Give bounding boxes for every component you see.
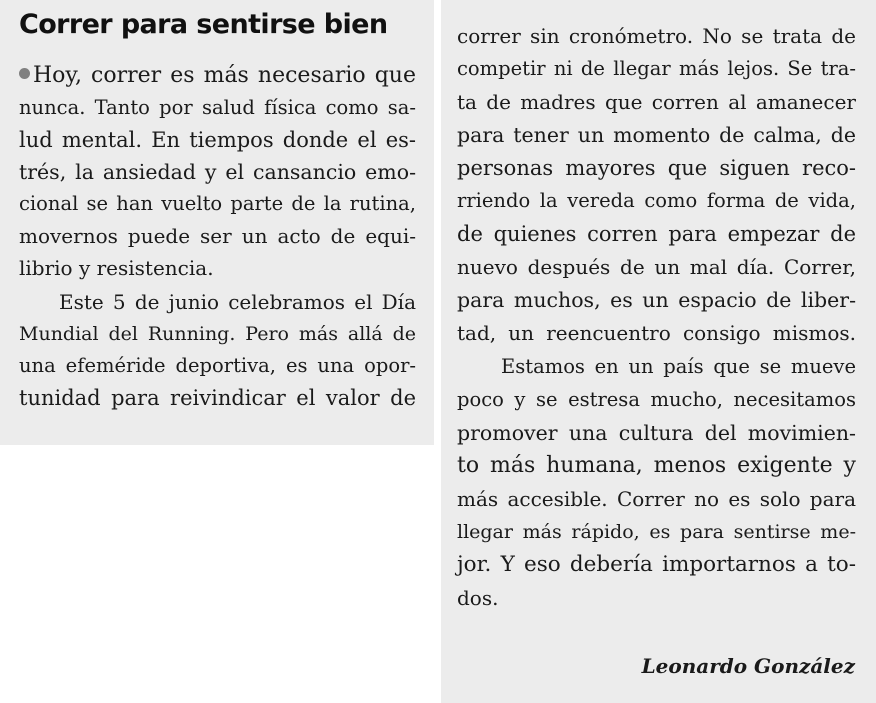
- article-column-left: [0, 0, 434, 445]
- article-line: rriendo la vereda como forma de vida,: [457, 189, 856, 212]
- article-column-right: [441, 0, 876, 703]
- article-line: de quienes corren para empezar de: [457, 222, 856, 246]
- article-line-text: Hoy, correr es más necesario que: [33, 63, 416, 88]
- article-line: trés, la ansiedad y el cansancio emo-: [19, 160, 416, 184]
- article-line: poco y se estresa mucho, necesitamos: [457, 388, 856, 411]
- article-line: nuevo después de un mal día. Correr,: [457, 255, 856, 279]
- article-line: to más humana, menos exigente y: [457, 453, 856, 478]
- article-line: Este 5 de junio celebramos el Día: [59, 290, 416, 314]
- article-line: cional se han vuelto parte de la rutina,: [19, 192, 416, 215]
- article-line: una efeméride deportiva, es una opor-: [19, 354, 416, 377]
- article-line: ta de madres que corren al amanecer: [457, 90, 856, 114]
- article-line: promover una cultura del movimien-: [457, 421, 856, 445]
- article-line: nunca. Tanto por salud física como sa-: [19, 96, 416, 119]
- article-line: movernos puede ser un acto de equi-: [19, 224, 416, 248]
- article-line: para tener un momento de calma, de: [457, 123, 856, 147]
- article-line: para muchos, es un espacio de liber-: [457, 288, 856, 312]
- article-line: tunidad para reivindicar el valor de: [19, 386, 416, 410]
- article-line: competir ni de llegar más lejos. Se tra-: [457, 57, 856, 80]
- article-line: librio y resistencia.: [19, 256, 214, 280]
- article-line: llegar más rápido, es para sentirse me-: [457, 521, 856, 543]
- article-line: dos.: [457, 586, 499, 610]
- article-line: [19, 60, 416, 92]
- article-line: personas mayores que siguen reco-: [457, 156, 856, 180]
- article-line: correr sin cronómetro. No se trata de: [457, 24, 856, 48]
- article-line: lud mental. En tiempos donde el es-: [19, 128, 416, 152]
- author-signature: Leonardo González: [641, 654, 855, 678]
- bullet-icon: [19, 68, 30, 79]
- article-line: Estamos en un país que se mueve: [501, 355, 856, 378]
- article-line: jor. Y eso debería importarnos a to-: [457, 552, 856, 577]
- article-headline: Correr para sentirse bien: [19, 9, 388, 40]
- article-line: Mundial del Running. Pero más allá de: [19, 323, 416, 345]
- article-line: tad, un reencuentro consigo mismos.: [457, 321, 856, 345]
- article-line: más accesible. Correr no es solo para: [457, 487, 856, 511]
